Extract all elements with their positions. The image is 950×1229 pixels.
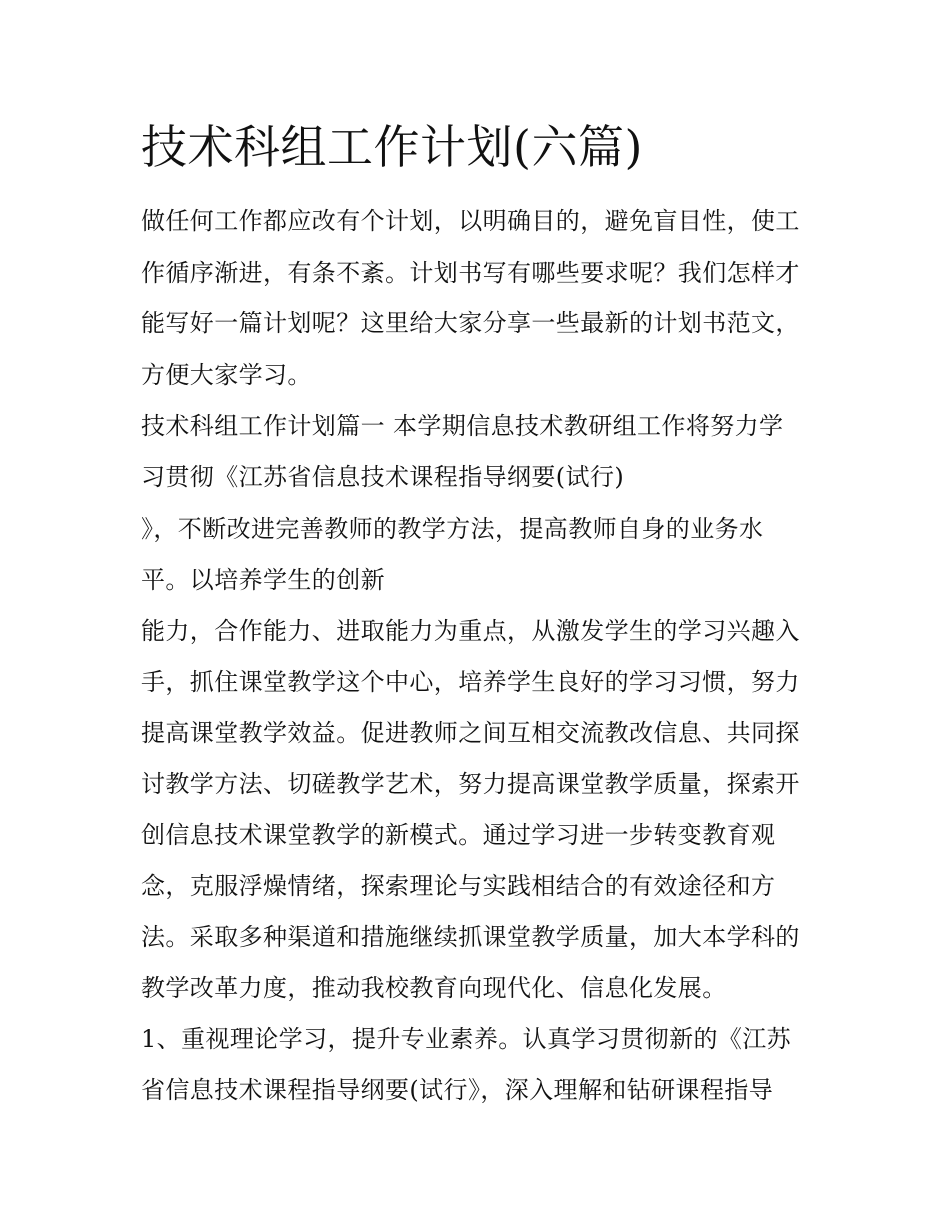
body-line: 念，克服浮燥情绪，探索理论与实践相结合的有效途径和方 <box>141 872 776 900</box>
body-line: 法。采取多种渠道和措施继续抓课堂教学质量，加大本学科的 <box>141 923 800 951</box>
body-line: 作循序渐进，有条不紊。计划书写有哪些要求呢？我们怎样才 <box>141 259 800 287</box>
body-line: 提高课堂教学效益。促进教师之间互相交流教改信息、共同探 <box>141 719 800 747</box>
body-line: 创信息技术课堂教学的新模式。通过学习进一步转变教育观 <box>141 821 776 849</box>
body-line: 教学改革力度，推动我校教育向现代化、信息化发展。 <box>141 974 727 1002</box>
body-line: 》，不断改进完善教师的教学方法，提高教师自身的业务水 <box>141 515 764 543</box>
body-line: 方便大家学习。 <box>141 361 312 389</box>
body-line: 平。以培养学生的创新 <box>141 566 385 594</box>
body-line: 能力，合作能力、进取能力为重点，从激发学生的学习兴趣入 <box>141 617 800 645</box>
body-line: 讨教学方法、切磋教学艺术，努力提高课堂教学质量，探索开 <box>141 770 800 798</box>
body-line: 省信息技术课程指导纲要(试行》，深入理解和钻研课程指导 <box>141 1076 774 1104</box>
body-line: 能写好一篇计划呢？这里给大家分享一些最新的计划书范文， <box>141 309 800 337</box>
document-title: 技术科组工作计划(六篇) <box>141 120 643 174</box>
body-line: 做任何工作都应改有个计划，以明确目的，避免盲目性，使工 <box>141 207 800 235</box>
body-line: 习贯彻《江苏省信息技术课程指导纲要(试行) <box>141 463 625 491</box>
body-line: 1、重视理论学习，提升专业素养。认真学习贯彻新的《江苏 <box>141 1025 792 1053</box>
body-line: 技术科组工作计划篇一 本学期信息技术教研组工作将努力学 <box>141 412 784 440</box>
body-line: 手，抓住课堂教学这个中心，培养学生良好的学习习惯，努力 <box>141 668 800 696</box>
